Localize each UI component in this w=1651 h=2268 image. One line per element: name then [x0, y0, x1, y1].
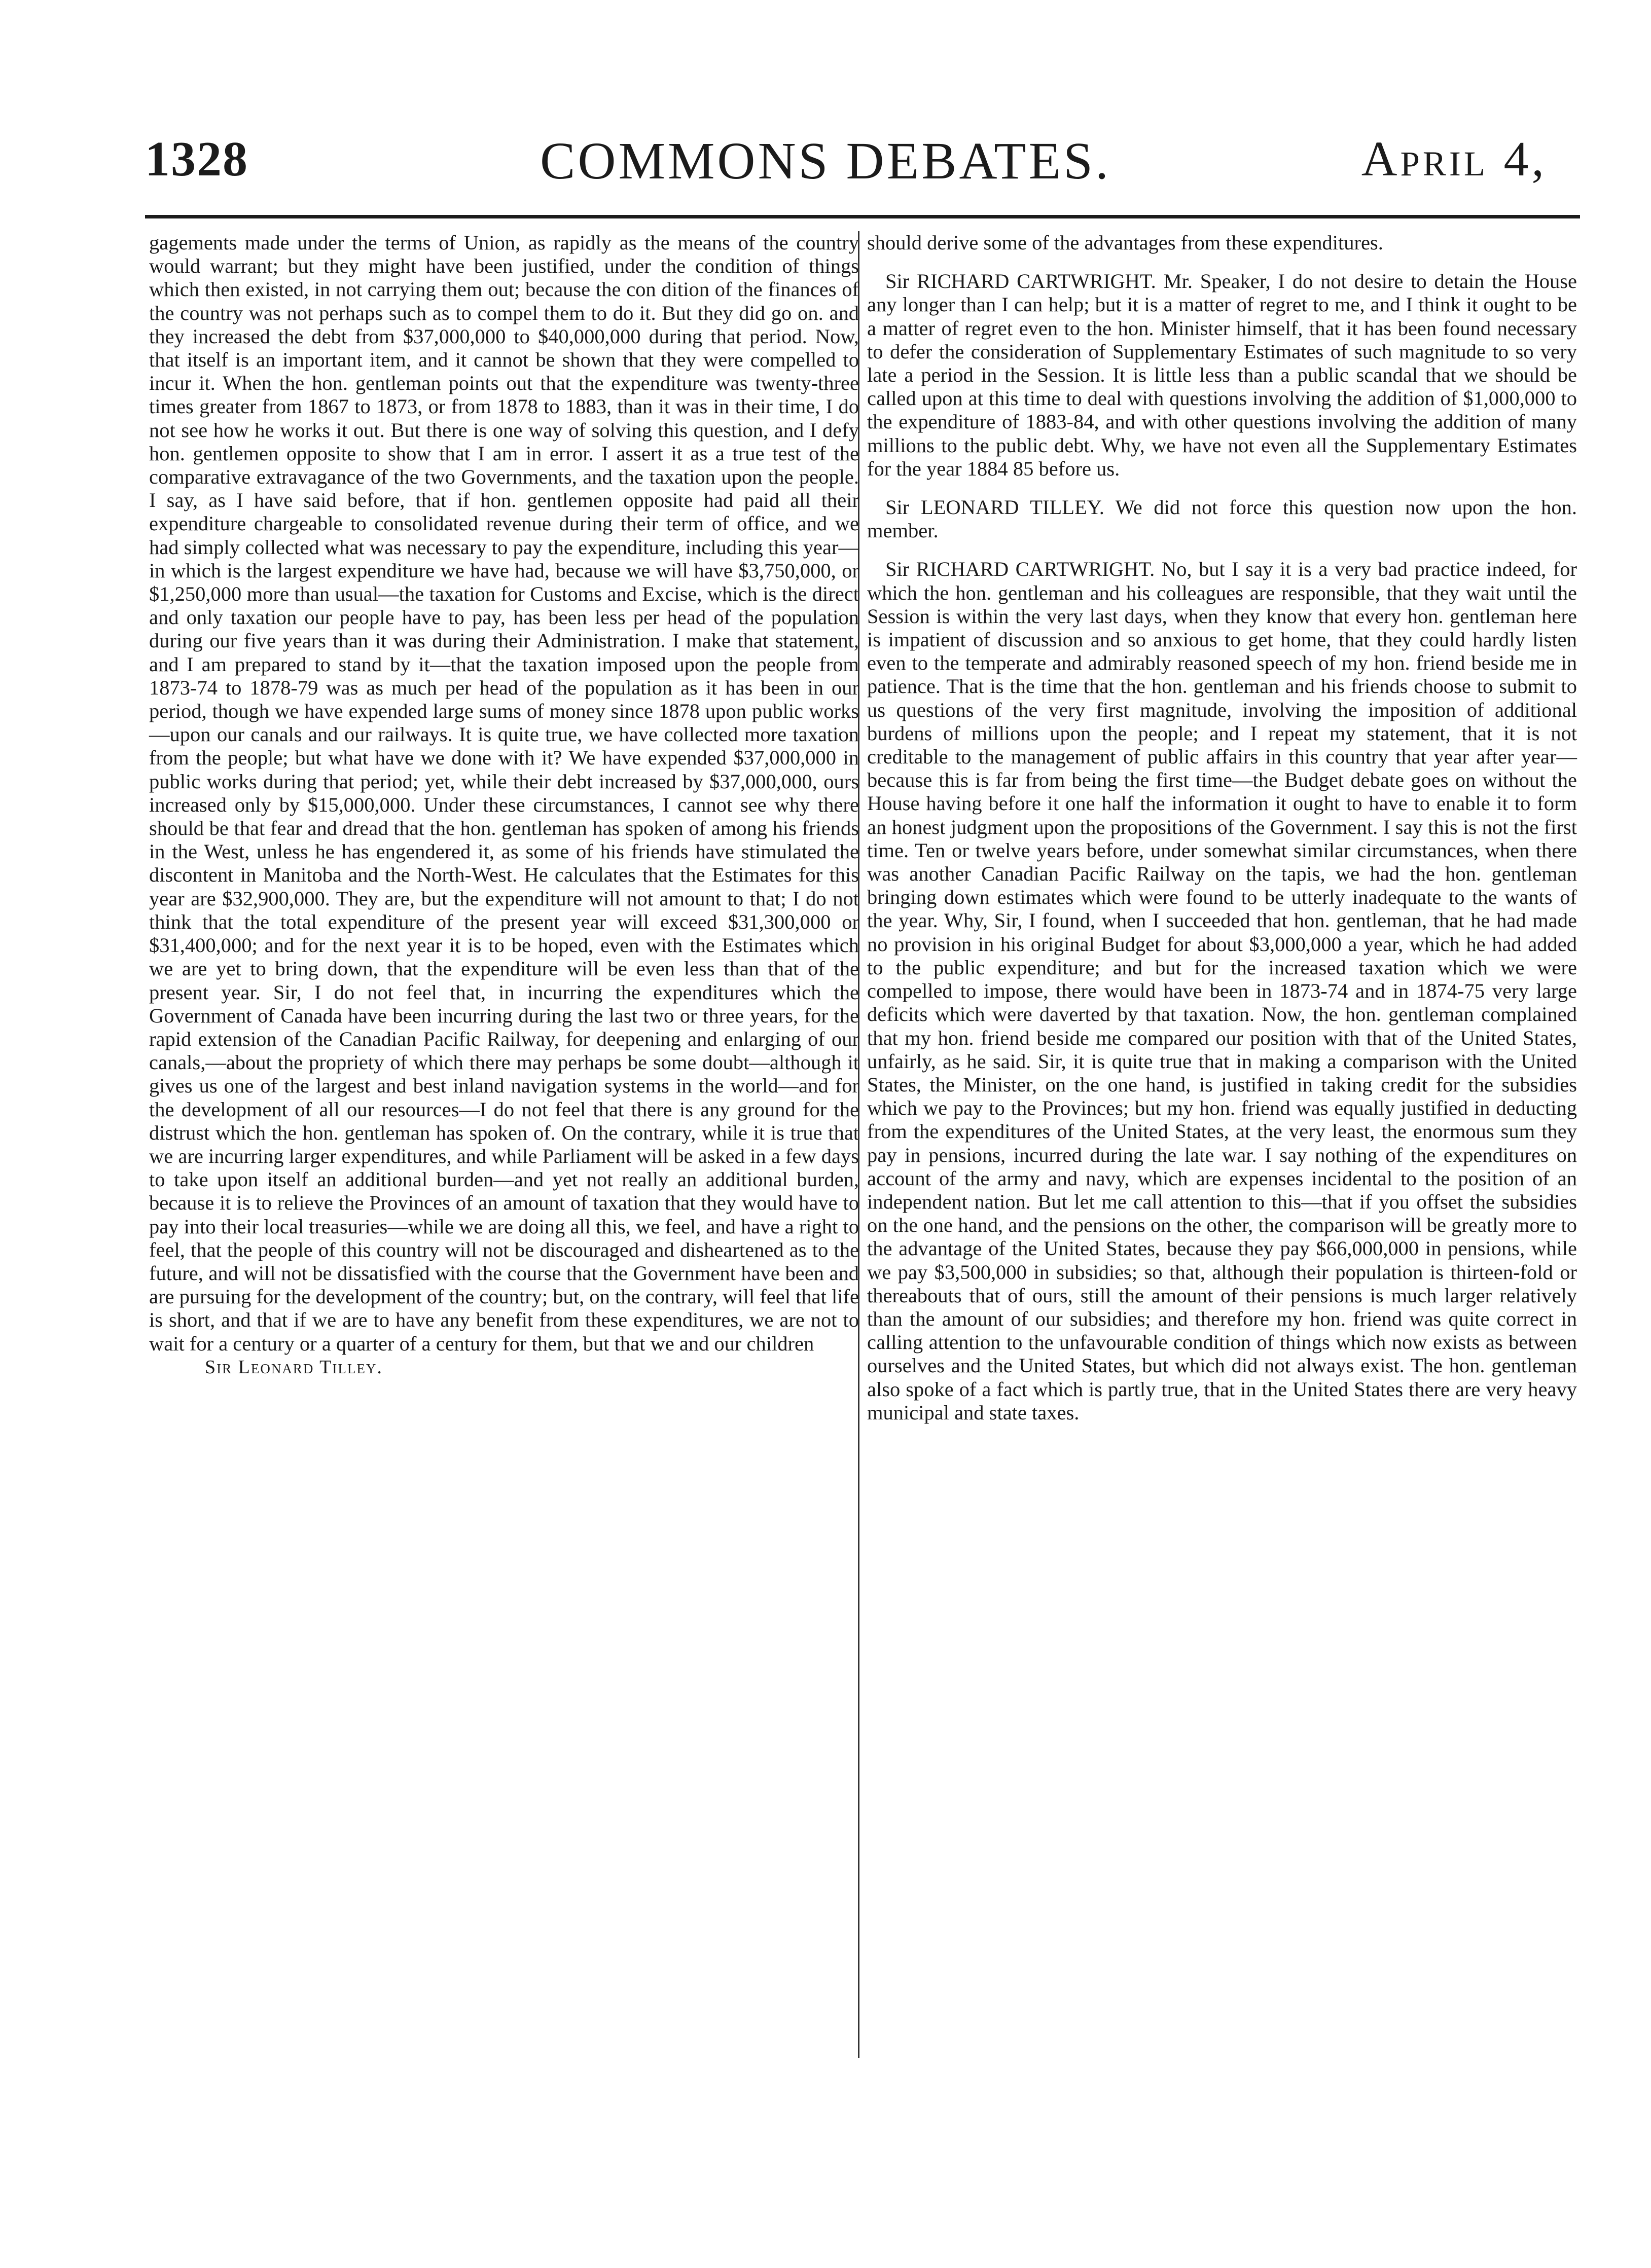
speech-text: No, but I say it is a very bad practice indeed, for which the hon. gentleman and his colleagues are responsible, that they wait until the Session is within the very last days, when they know that every hon. gentleman here is impatient of discussion and so anxious to get home, that they could hardly listen even to the temperate and admirably reasoned speech of my hon. friend beside me in patience. That is the time that the hon. gentleman and his friends choose to submit to us questions of the very first magnitude, involving the imposition of additional burdens of millions upon the people; and I repeat my statement, that it is not creditable to the management of public affairs in this country that year after year—because this is far from being the first time—the Budget debate goes on without the House having before it one half the information it ought to have to enable it to form an honest judgment upon the propositions of the Government. I say this is not the first time. Ten or twelve years before, under somewhat similar circumstances, when there was another Canadian Pacific Railway on the tapis, we had the hon. gentleman bringing down estimates which were found to be utterly inadequate to the wants of the year. Why, Sir, I found, when I succeeded that hon. gentleman, that he had made no provision in his original Budget for about $3,000,000 a year, which he had added to the public expenditure; and but for the increased taxation which we were compelled to impose, there would have been in 1873-74 and in 1874-75 very large deficits which were daverted by that taxation. Now, the hon. gentleman complained that my hon. friend beside me compared our position with that of the United States, unfairly, as he said. Sir, it is quite true that in making a comparison with the United States, the Minister, on the one hand, is justified in taking credit for the subsidies which we pay to the Provinces; but my hon. friend was equally justified in deducting from the expenditures of the United States, at the very least, the enormous sum they pay in pensions, incurred during the late war. I say nothing of the expenditures on account of the army and navy, which are expenses incidental to the position of an independent nation. But let me call attention to this—that if you offset the subsidies on the one hand, and the pensions on the other, the comparison will be greatly more to the advantage of the United States, because they pay $66,000,000 in pensions, while we pay $3,500,000 in subsidies; so that, although their population is thirteen-fold or thereabouts that of ours, still the amount of their pensions is much larger relatively than the amount of our subsidies; and therefore my hon. friend was quite correct in calling attention to the unfavourable condition of things which now exists as between ourselves and the United States, but which did not always exist. The hon. gentleman also spoke of a fact which is partly true, that in the United States there are very heavy municipal and state taxes.	[867, 558, 1577, 1424]
left-column	[149, 231, 859, 1379]
continuation-speaker-name: Sir Leonard Tilley.	[205, 1356, 383, 1378]
speech	[867, 496, 1577, 542]
speaker-name: Sir LEONARD TILLEY.	[885, 496, 1104, 519]
running-head	[0, 131, 1651, 197]
body-paragraph: gagements made under the terms of Union, as rapidly as the means of the country would warrant; but they might have been justified, under the condition of things which then existed, in not carrying them out; because the con dition of the finances of the country was not perhaps such as to compel them to do it. But they did go on. and they increased the debt from $37,000,000 to $40,000,000 during that period. Now, that itself is an important item, and it cannot be shown that they were compelled to incur it. When the hon. gentleman points out that the expenditure was twenty-three times greater from 1867 to 1873, or from 1878 to 1883, than it was in their time, I do not see how he works it out. But there is one way of solving this question, and I defy hon. gentlemen opposite to show that I am in error. I assert it as a true test of the comparative extravagance of the two Governments, and the taxation upon the people. I say, as I have said before, that if hon. gentlemen opposite had paid all their expenditure chargeable to consolidated revenue during their term of office, and we had simply collected what was necessary to pay the expenditure, including this year—in which is the largest expenditure we have had, because we will have $3,750,000, or $1,250,000 more than usual—the taxation for Customs and Excise, which is the direct and only taxation our people have to pay, has been less per head of the population during our five years than it was during their Administration. I make that statement, and I am prepared to stand by it—that the taxation imposed upon the people from 1873-74 to 1878-79 was as much per head of the population as it has been in our period, though we have expended large sums of money since 1878 upon public works—upon our canals and our railways. It is quite true, we have collected more taxation from the people; but what have we done with it? We have expended $37,000,000 in public works during that period; yet, while their debt increased by $37,000,000, ours increased only by $15,000,000. Under these circumstances, I cannot see why there should be that fear and dread that the hon. gentleman has spoken of among his friends in the West, unless he has engendered it, as some of his friends have stimulated the discontent in Manitoba and the North-West. He calculates that the Estimates for this year are $32,900,000. They are, but the expenditure will not amount to that; I do not think that the total expenditure of the present year will exceed $31,300,000 or $31,400,000; and for the next year it is to be hoped, even with the Estimates which we are yet to bring down, that the expenditure will be even less than that of the present year. Sir, I do not feel that, in incurring the expenditures which the Government of Canada have been incurring during the last two or three years, for the rapid extension of the Canadian Pacific Railway, for deepening and enlarging of our canals,—about the propriety of which there may perhaps be some doubt—although it gives us one of the largest and best inland navigation systems in the world—and for the development of all our resources—I do not feel that there is any ground for the distrust which the hon. gentleman has spoken of. On the contrary, while it is true that we are incurring larger expenditures, and while Parliament will be asked in a few days to take upon itself an additional burden—and yet not really an additional burden, because it is to relieve the Provinces of an amount of taxation that they would have to pay into their local treasuries—while we are doing all this, we feel, and have a right to feel, that the people of this country will not be discouraged and disheartened as to the future, and will not be dissatisfied with the course that the Government have been and are pursuing for the development of the country; but, on the contrary, will feel that life is short, and that if we are to have any benefit from these expenditures, we are not to wait for a century or a quarter of a century for them, but that we and our children	[149, 231, 859, 1355]
body-paragraph: should derive some of the advantages from these expenditures.	[867, 231, 1383, 254]
speech	[867, 558, 1577, 1424]
header-rule	[145, 215, 1580, 218]
speech-text: We did not force this question now upon the hon. member.	[867, 496, 1577, 542]
speaker-name: Sir RICHARD CARTWRIGHT.	[885, 270, 1156, 293]
speech-text: Mr. Speaker, I do not desire to detain the House any longer than I can help; but it is a matter of regret to me, and I think it ought to be a matter of regret even to the hon. Minister himself, that it has been found necessary to defer the consideration of Supplementary Estimates of such magnitude to so very late a period in the Session. It is little less than a public scandal that we should be called upon at this time to deal with questions involving the addition of $1,000,000 to the expenditure of 1883-84, and with other questions involving the addition of many millions to the public debt. Why, we have not even all the Supplementary Estimates for the year 1884 85 before us.	[867, 270, 1577, 480]
page-number: 1328	[145, 132, 248, 187]
journal-title: COMMONS DEBATES.	[540, 132, 1111, 190]
right-column	[867, 231, 1577, 1424]
continuation-speaker	[149, 1356, 859, 1379]
speaker-name: Sir RICHARD CARTWRIGHT.	[885, 558, 1155, 581]
page-date: April 4,	[1361, 132, 1547, 187]
speech	[867, 270, 1577, 481]
